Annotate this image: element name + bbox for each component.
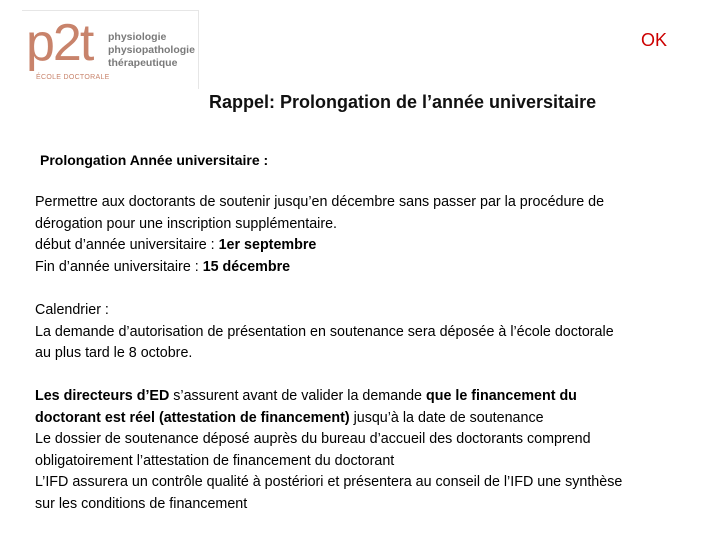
calendar-heading: Calendrier :: [35, 302, 109, 318]
start-date-line: [35, 235, 715, 257]
p2t-logo: [22, 10, 199, 89]
financing-line-5: L’IFD assurera un contrôle qualité à postériori et présentera au conseil de l’IFD une synthèse: [35, 474, 623, 490]
financing-line-2-bold: doctorant est réel (attestation de financement): [35, 409, 350, 426]
logo-line-physiologie: physiologie: [108, 31, 167, 43]
financing-line-1-text: s’assurent avant de valider la demande: [169, 388, 426, 404]
end-date-value: 15 décembre: [202, 258, 291, 275]
financing-line-6: sur les conditions de financement: [35, 495, 248, 512]
financing-line-4: obligatoirement l’attestation de financement du doctorant: [35, 452, 395, 469]
start-date-label: début d’année universitaire :: [35, 237, 219, 253]
calendar-line-2: au plus tard le 8 octobre.: [35, 345, 193, 361]
start-date-value: 1er septembre: [218, 237, 317, 253]
intro-block: [35, 192, 715, 278]
logo-subtitle: ÉCOLE DOCTORALE: [36, 74, 110, 81]
financing-block: [35, 386, 715, 515]
financing-line-2: [35, 408, 715, 430]
logo-line-therapeutique: thérapeutique: [108, 57, 178, 69]
logo-lines: [108, 31, 195, 70]
financing-line-1: [35, 386, 715, 408]
calendar-line-1: La demande d’autorisation de présentation en soutenance sera déposée à l’école doctorale: [35, 323, 614, 340]
status-ok: OK: [640, 30, 667, 50]
financing-line-3: Le dossier de soutenance déposé auprès du bureau d’accueil des doctorants comprend: [35, 431, 591, 447]
logo-line-physiopathologie: physiopathologie: [108, 44, 195, 56]
intro-line-2: dérogation pour une inscription supplémentaire.: [35, 215, 338, 232]
section-heading: Prolongation Année universitaire :: [40, 152, 269, 168]
logo-mark: p2t: [26, 14, 93, 72]
intro-line-1: Permettre aux doctorants de soutenir jusqu’en décembre sans passer par la procédure de: [35, 194, 605, 210]
page-title: Rappel: Prolongation de l’année universitaire: [209, 92, 597, 112]
end-date-line: [35, 257, 715, 279]
end-date-label: Fin d’année universitaire :: [35, 258, 203, 275]
financing-line-1-bold: que le financement du: [425, 388, 577, 404]
calendar-block: [35, 300, 715, 365]
ed-directors: Les directeurs d’ED: [35, 388, 170, 404]
financing-line-2-text: jusqu’à la date de soutenance: [349, 409, 544, 426]
